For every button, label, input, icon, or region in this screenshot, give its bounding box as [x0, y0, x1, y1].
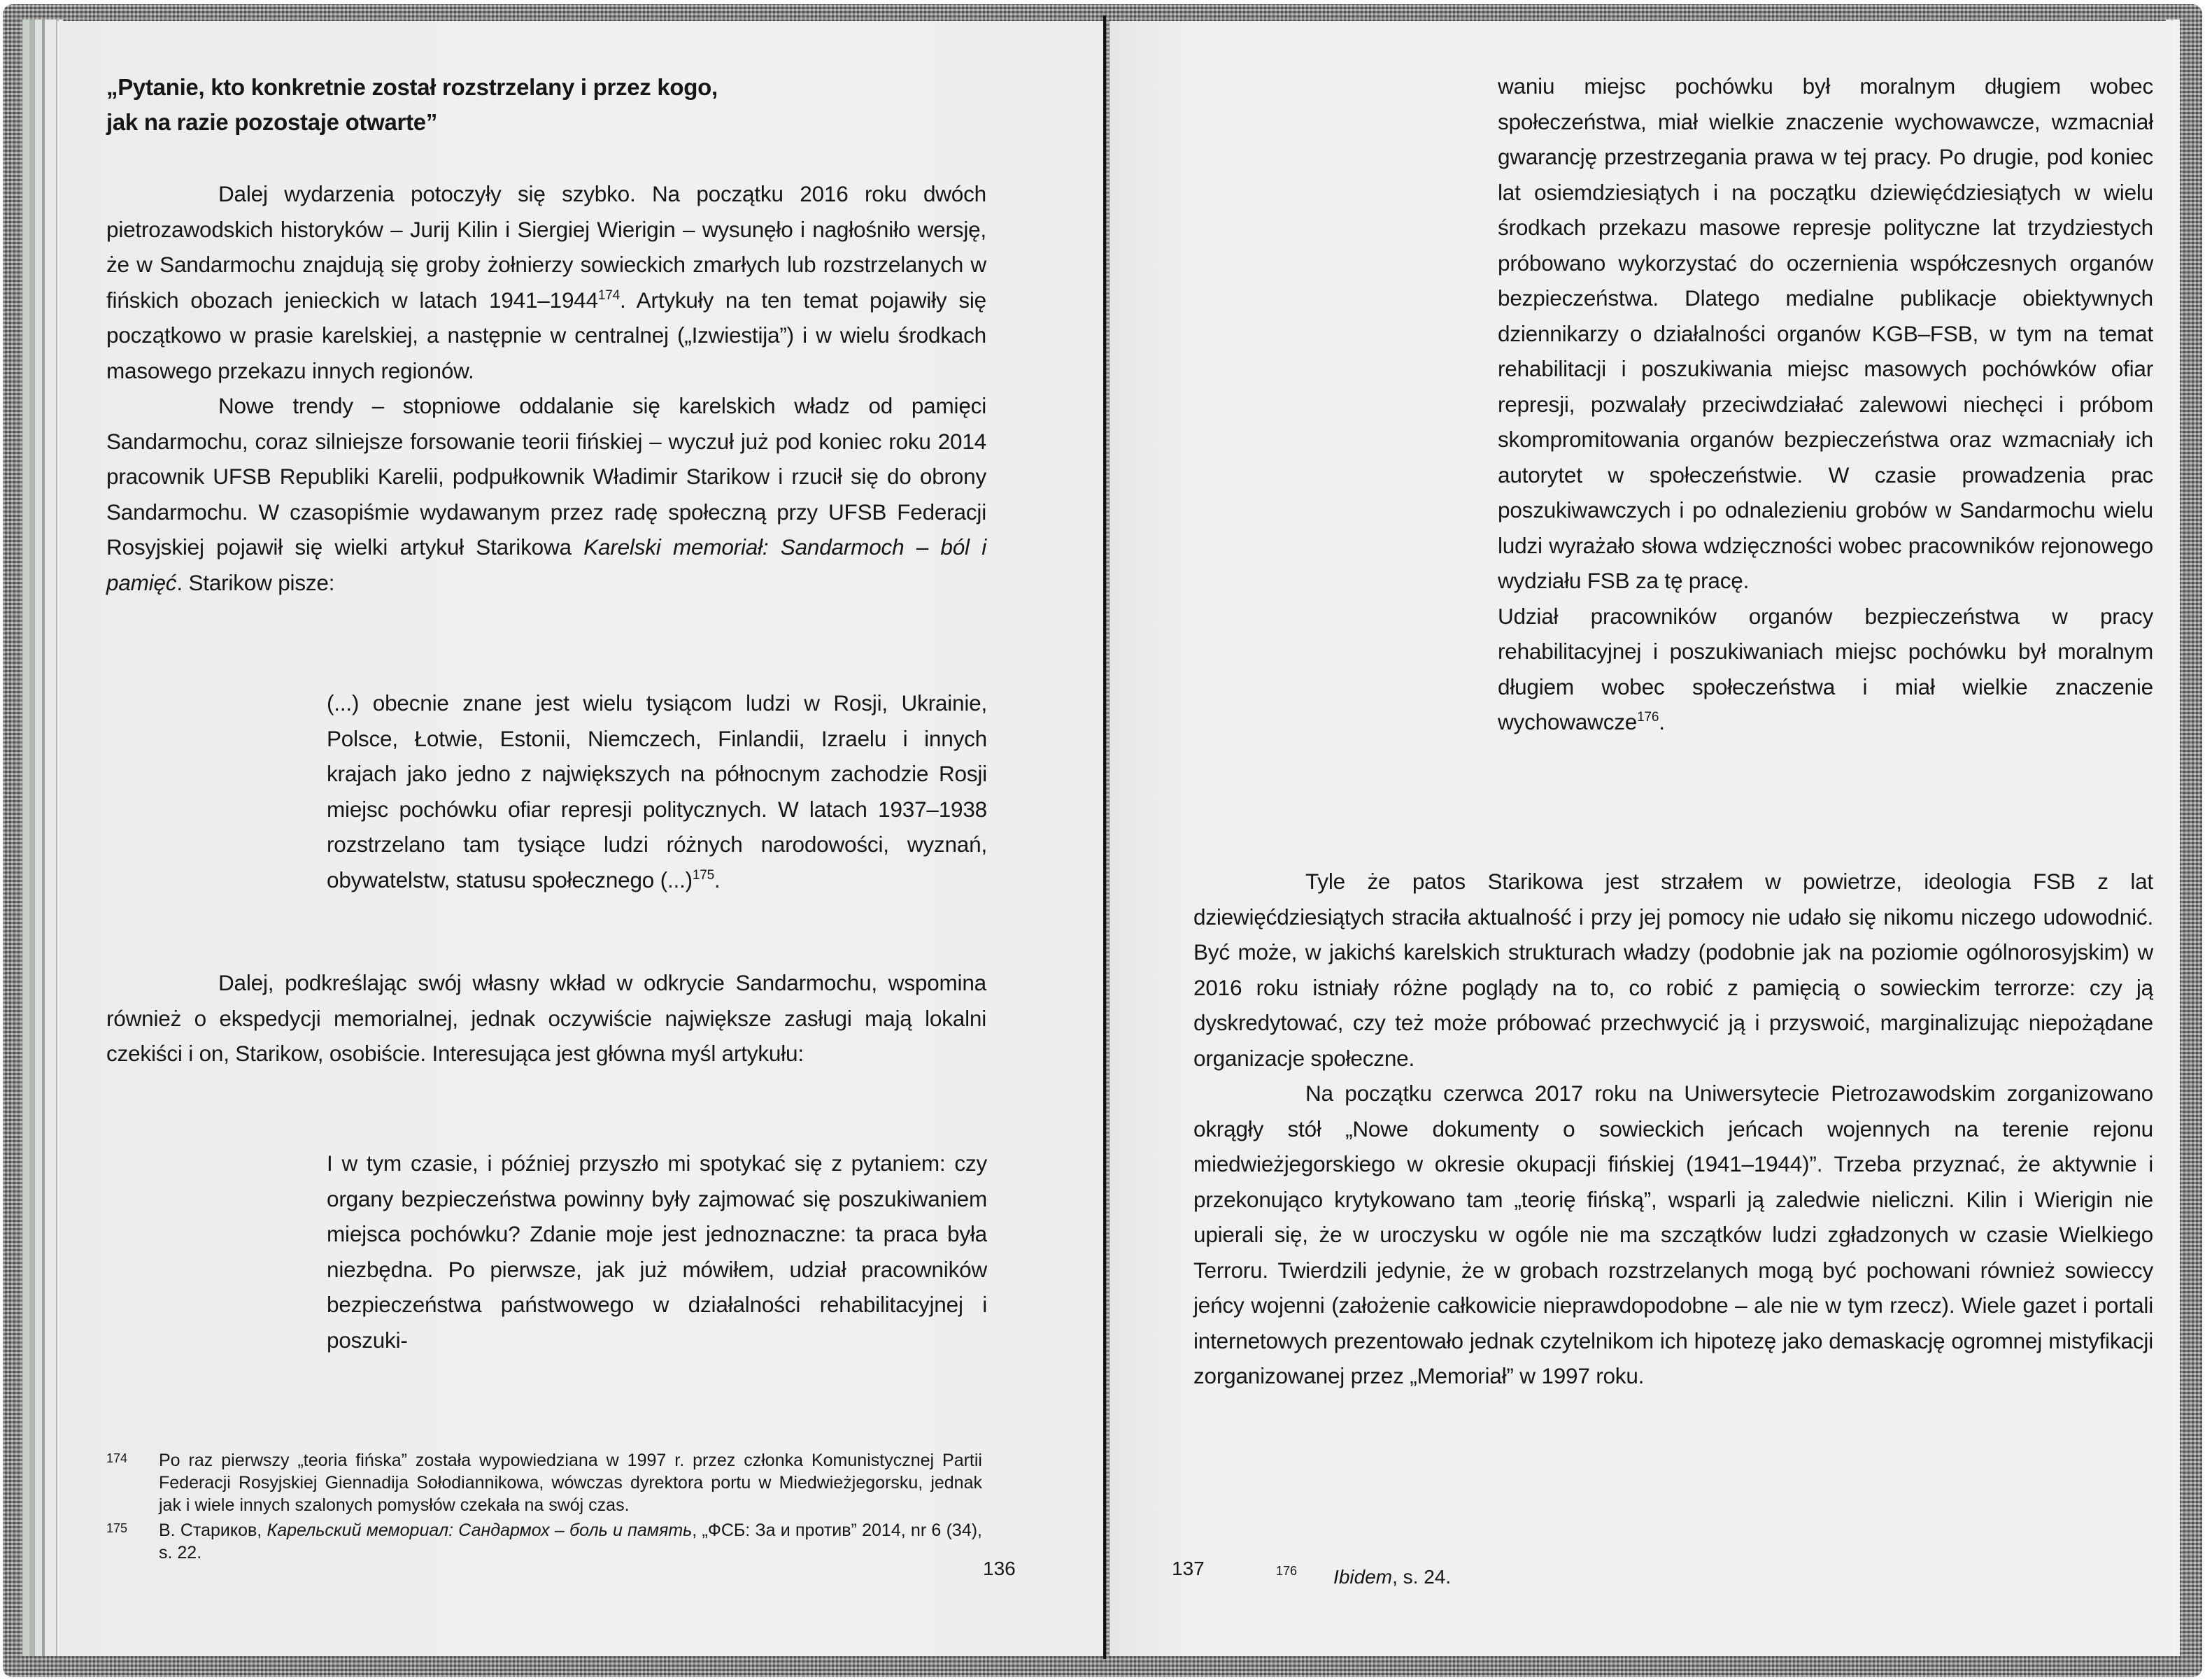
- body-paragraphs-1: [106, 176, 986, 600]
- paragraph: Na początku czerwca 2017 roku na Uniwersytecie Pietrozawodskim zorganizowano okrągły stół „Nowe dokumenty o sowieckich jeńcach wojennych na terenie rejonu miedwieżjegorskiego w okresie okupacji fińskiej (1941–1944)”. Trzeba przyznać, że aktywnie i przekonująco krytykowano tam „teorię fińską”, wsparli ją zaledwie nieliczni. Kilin i Wierigin nie upierali się, że w uroczysku w ogóle nie ma szczątków ludzi zgładzonych w czasie Wielkiego Terroru. Twierdzili jedynie, że w grobach rozstrzelanych mogą być pochowani również sowieccy jeńcy wojenni (założenie całkowicie nieprawdopodobne – ale nie w tym rzecz). Wiele gazet i portali internetowych prezentowało jednak czytelnikom ich hipotezę jako demaskację ogromnej mistyfikacji zorganizowanej przez „Memoriał” w 1997 roku.: [1193, 1081, 2153, 1388]
- footnote-ref-175[interactable]: 175: [692, 867, 715, 883]
- left-page: [57, 21, 1104, 1656]
- footnote-175: 175 В. Стариков, Карельский мемориал: Сандармох – боль и память, „ФСБ: За и против” 2014, nr 6 (34), s. 22.: [106, 1521, 983, 1562]
- heading-line-1: „Pytanie, kto konkretnie został rozstrzelany i przez kogo,: [106, 74, 718, 100]
- paragraph: Dalej wydarzenia potoczyły się szybko. Na początku 2016 roku dwóch pietrozawodskich historyków – Jurij Kilin i Siergiej Wierigin – wysunęło i nagłośniło wersję, że w Sandarmochu znajdują się groby żołnierzy sowieckich zmarłych lub rozstrzelanych w fińskich obozach jenieckich w latach 1941–1944$^{174}$. Artykuły na ten temat pojawiły się początkowo w prasie karelskiej, a następnie w centralnej („Izwiestija”) i w wielu środkach masowego przekazu innych regionów.: [106, 181, 986, 383]
- book-gutter: [1103, 15, 1106, 1659]
- block-quote-1: (...) obecnie znane jest wielu tysiącom ludzi w Rosji, Ukrainie, Polsce, Łotwie, Estonii, Niemczech, Finlandii, Izraelu i innych krajach jako jedno z największych na północnym zachodzie Rosji miejsc pochówku ofiar represji politycznych. W latach 1937–1938 rozstrzelano tam tysiące ludzi różnych narodowości, wyznań, obywatelstw, statusu społecznego (...)$^{175}$.: [327, 690, 987, 892]
- body-paragraph-3: Dalej, podkreślając swój własny wkład w odkrycie Sandarmochu, wspomina również o ekspedycji memorialnej, jednak oczywiście największe zasługi mają lokalni czekiści i on, Starikow, osobiście. Interesująca jest główna myśl artykułu:: [106, 970, 986, 1066]
- page-number-right: 137: [1172, 1558, 1205, 1579]
- footnote-176: $^{176}$ Ibidem, s. 24.: [1276, 1564, 1452, 1588]
- footnote-ref-174[interactable]: 174: [597, 287, 621, 303]
- body-paragraphs-right: [1193, 864, 2153, 1394]
- heading-line-2: jak na razie pozostaje otwarte”: [106, 109, 438, 135]
- footnotes: [106, 1449, 982, 1567]
- right-page: [1109, 21, 2173, 1656]
- article-title: Karelski memoriał: Sandarmoch – ból i pamięć: [106, 534, 986, 595]
- section-heading: [106, 70, 806, 140]
- block-quote-continuation: waniu miejsc pochówku był moralnym długiem wobec społeczeństwa, miał wielkie znaczenie wychowawcze, wzmacniał gwarancję przestrzegania prawa w tej pracy. Po drugie, pod koniec lat osiemdziesiątych i na początku dziewięćdziesiątych w wielu środkach przekazu masowe represje polityczne lat trzydziestych próbowano wykorzystać do oczernienia współczesnych organów bezpieczeństwa. Dlatego medialne publikacje obiektywnych dziennikarzy o działalności organów KGB–FSB, w tym na temat rehabilitacji i poszukiwania miejsc masowych pochówków ofiar represji, pozwalały przeciwdziałać zalewowi niechęci i próbom skompromitowania organów bezpieczeństwa oraz wzmacniały ich autorytet w społeczeństwie. W czasie prowadzenia prac poszukiwawczych i po odnalezieniu grobów w Sandarmochu wielu ludzi wyrażało słowa wdzięczności wobec pracowników rejonowego wydziału FSB za tę pracę. Udział pracowników organów bezpieczeństwa w pracy rehabilitacyjnej i poszukiwaniach miejsc pochówku był moralnym długiem wobec społeczeństwa i miał wielkie znaczenie wychowawcze$^{176}$.: [1498, 73, 2153, 734]
- paragraph: Tyle że patos Starikowa jest strzałem w powietrze, ideologia FSB z lat dziewięćdziesiątych straciła aktualność i przy jej pomocy nie udało się nikomu niczego udowodnić. Być może, w jakichś karelskich strukturach władzy (podobnie jak na poziomie ogólnorosyjskim) w 2016 roku istniały różne poglądy na to, co robić z pamięcią o sowieckim terrorze: czy ją dyskredytować, czy też może próbować przechwycić ją i przyswoić, marginalizując niepożądane organizacje społeczne.: [1193, 869, 2153, 1071]
- footnote-ref-176[interactable]: 176: [1637, 710, 1659, 725]
- footnote-174: 174 Po raz pierwszy „teoria fińska” została wypowiedziana w 1997 r. przez członka Komunistycznej Partii Federacji Rosyjskiej Giennadija Sołodiannikowa, wówczas dyrektora portu w Miedwieżjegorsku, jednak jak i wiele innych szalonych pomysłów czekała na swój czas.: [106, 1451, 982, 1515]
- paragraph: Nowe trendy – stopniowe oddalanie się karelskich władz od pamięci Sandarmochu, coraz silniejsze forsowanie teorii fińskiej – wyczuł już pod koniec roku 2014 pracownik UFSB Republiki Karelii, podpułkownik Władimir Starikow i rzucił się do obrony Sandarmochu. W czasopiśmie wydawanym przez radę społeczną przy UFSB Federacji Rosyjskiej pojawił się wielki artykuł Starikowa Karelski memoriał: Sandarmoch – ból i pamięć. Starikow pisze:: [106, 393, 986, 595]
- block-quote-2: I w tym czasie, i później przyszło mi spotykać się z pytaniem: czy organy bezpieczeństwa powinny były zajmować się poszukiwaniem miejsca pochówku? Zdanie moje jest jednoznaczne: ta praca była niezbędna. Po pierwsze, jak już mówiłem, udział pracowników bezpieczeństwa państwowego w działalności rehabilitacyjnej i poszuki-: [327, 1151, 987, 1353]
- page-number-left: 136: [983, 1558, 1016, 1579]
